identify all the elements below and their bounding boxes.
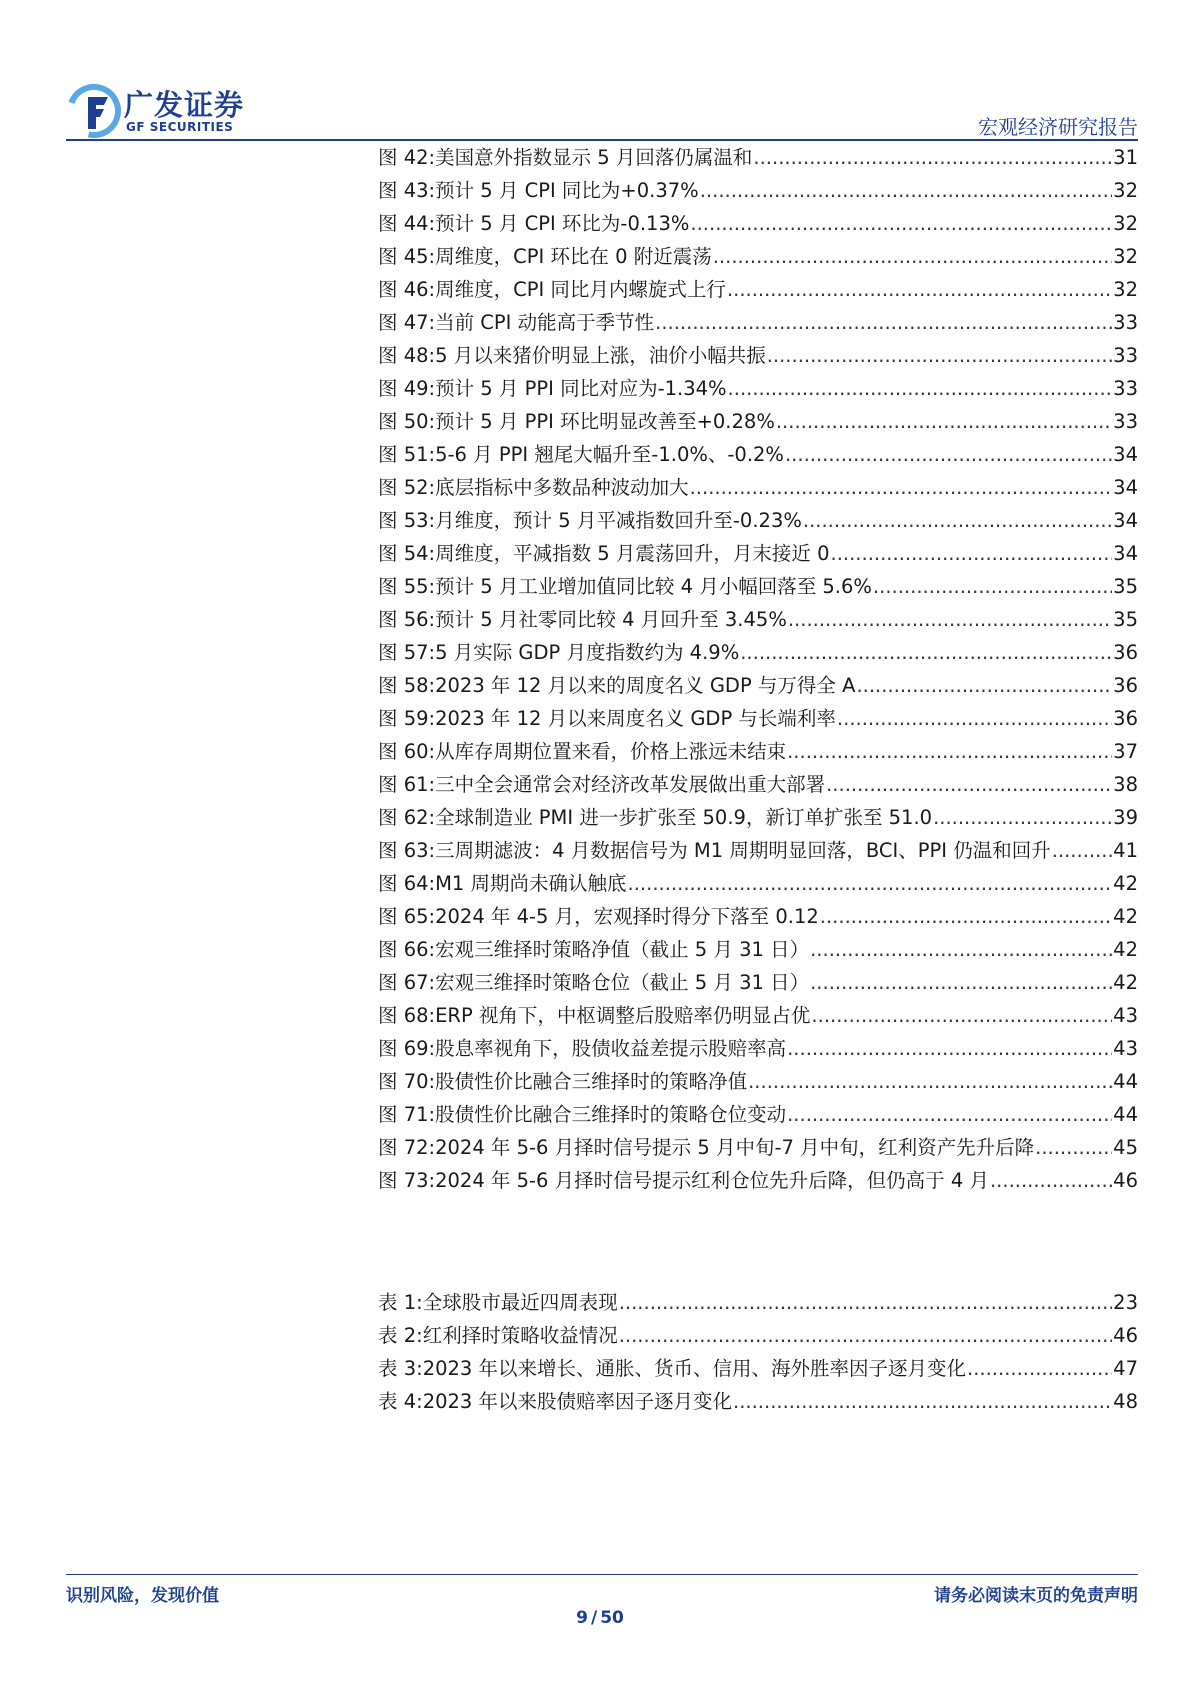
- dot-leader: [831, 537, 1113, 570]
- entry-label: 图 59:: [378, 707, 436, 730]
- entry-label: 图 68:: [378, 1004, 436, 1027]
- toc-entry[interactable]: [378, 174, 1138, 207]
- toc-entry[interactable]: [378, 1131, 1138, 1164]
- entry-title: M1 周期尚未确认触底: [435, 872, 627, 895]
- entry-label: 图 52:: [378, 476, 436, 499]
- dot-leader: [787, 735, 1112, 768]
- toc-entry[interactable]: [378, 570, 1138, 603]
- toc-entry[interactable]: [378, 702, 1138, 735]
- entry-label: 图 67:: [378, 971, 436, 994]
- entry-title: 红利择时策略收益情况: [422, 1324, 618, 1347]
- company-logo: [66, 83, 266, 139]
- entry-label: 图 64:: [378, 872, 436, 895]
- entry-label: 表 1:: [378, 1291, 423, 1314]
- entry-page-number: 47: [1113, 1357, 1138, 1380]
- entry-label: 图 62:: [378, 806, 436, 829]
- page-number: [0, 1608, 1200, 1628]
- entry-page-number: 37: [1113, 740, 1138, 763]
- entry-page-number: 32: [1113, 212, 1138, 235]
- entry-page-number: 44: [1113, 1103, 1138, 1126]
- toc-entry[interactable]: [378, 834, 1138, 867]
- total-pages: 50: [600, 1608, 624, 1628]
- entry-title: 预计 5 月社零同比较 4 月回升至 3.45%: [435, 608, 787, 631]
- dot-leader: [787, 1032, 1112, 1065]
- entry-title: 5-6 月 PPI 翘尾大幅升至-1.0%、-0.2%: [435, 443, 784, 466]
- dot-leader: [728, 372, 1113, 405]
- entry-title: ERP 视角下，中枢调整后股赔率仍明显占优: [435, 1004, 811, 1027]
- entry-page-number: 48: [1113, 1390, 1138, 1413]
- toc-entry[interactable]: [378, 867, 1138, 900]
- entry-label: 图 66:: [378, 938, 436, 961]
- entry-page-number: 46: [1113, 1169, 1138, 1192]
- entry-title: 2023 年 12 月以来的周度名义 GDP 与万得全 A: [435, 674, 856, 697]
- dot-leader: [767, 339, 1112, 372]
- dot-leader: [690, 207, 1112, 240]
- entry-label: 图 55:: [378, 575, 436, 598]
- entry-page-number: 44: [1113, 1070, 1138, 1093]
- entry-label: 图 63:: [378, 839, 436, 862]
- dot-leader: [628, 867, 1113, 900]
- entry-page-number: 43: [1113, 1037, 1138, 1060]
- dot-leader: [820, 900, 1112, 933]
- entry-page-number: 33: [1113, 311, 1138, 334]
- dot-leader: [810, 966, 1112, 999]
- dot-leader: [826, 768, 1112, 801]
- dot-leader: [1035, 1131, 1112, 1164]
- dot-leader: [748, 1065, 1112, 1098]
- entry-label: 图 56:: [378, 608, 436, 631]
- entry-label: 图 48:: [378, 344, 436, 367]
- entry-label: 图 44:: [378, 212, 436, 235]
- toc-entry[interactable]: [378, 1032, 1138, 1065]
- entry-page-number: 33: [1113, 344, 1138, 367]
- entry-title: 宏观三维择时策略净值（截止 5 月 31 日）: [435, 938, 810, 961]
- entry-title: 底层指标中多数品种波动加大: [435, 476, 689, 499]
- dot-leader: [740, 636, 1112, 669]
- entry-title: 三周期滤波：4 月数据信号为 M1 周期明显回落，BCI、PPI 仍温和回升: [435, 839, 1051, 862]
- entry-label: 图 70:: [378, 1070, 436, 1093]
- toc-entry[interactable]: [378, 636, 1138, 669]
- entry-page-number: 32: [1113, 179, 1138, 202]
- dot-leader: [619, 1286, 1112, 1319]
- toc-entry[interactable]: [378, 768, 1138, 801]
- dot-leader: [753, 141, 1112, 174]
- entry-title: 2024 年 5-6 月择时信号提示 5 月中旬-7 月中旬，红利资产先升后降: [435, 1136, 1035, 1159]
- entry-title: 股债性价比融合三维择时的策略净值: [435, 1070, 748, 1093]
- page-separator: /: [590, 1608, 598, 1628]
- entry-title: 周维度，CPI 环比在 0 附近震荡: [435, 245, 712, 268]
- entry-page-number: 23: [1113, 1291, 1138, 1314]
- dot-leader: [873, 570, 1112, 603]
- entry-title: 当前 CPI 动能高于季节性: [435, 311, 655, 334]
- dot-leader: [933, 801, 1112, 834]
- entry-page-number: 33: [1113, 410, 1138, 433]
- toc-entry[interactable]: [378, 999, 1138, 1032]
- entry-label: 表 2:: [378, 1324, 423, 1347]
- entry-title: 2023 年 12 月以来周度名义 GDP 与长端利率: [435, 707, 836, 730]
- entry-label: 图 73:: [378, 1169, 436, 1192]
- entry-label: 图 49:: [378, 377, 436, 400]
- entry-label: 表 4:: [378, 1390, 423, 1413]
- entry-page-number: 33: [1113, 377, 1138, 400]
- toc-entry[interactable]: [378, 240, 1138, 273]
- entry-label: 图 47:: [378, 311, 436, 334]
- entry-page-number: 32: [1113, 245, 1138, 268]
- entry-page-number: 42: [1113, 971, 1138, 994]
- table-index-list: [378, 1286, 1138, 1418]
- entry-label: 图 71:: [378, 1103, 436, 1126]
- dot-leader: [1052, 834, 1112, 867]
- dot-leader: [856, 669, 1112, 702]
- figure-index-list: [378, 141, 1138, 1197]
- entry-label: 图 60:: [378, 740, 436, 763]
- entry-label: 图 57:: [378, 641, 436, 664]
- dot-leader: [733, 1385, 1112, 1418]
- dot-leader: [803, 504, 1112, 537]
- dot-leader: [990, 1164, 1112, 1197]
- dot-leader: [713, 240, 1112, 273]
- entry-page-number: 45: [1113, 1136, 1138, 1159]
- entry-page-number: 35: [1113, 608, 1138, 631]
- toc-entry[interactable]: [378, 966, 1138, 999]
- toc-entry[interactable]: [378, 504, 1138, 537]
- gf-logo-mark-icon: [66, 83, 122, 139]
- entry-title: 周维度，CPI 同比月内螺旋式上行: [435, 278, 726, 301]
- toc-entry[interactable]: [378, 1319, 1138, 1352]
- entry-title: 2023 年以来股债赔率因子逐月变化: [422, 1390, 733, 1413]
- entry-title: 预计 5 月工业增加值同比较 4 月小幅回落至 5.6%: [435, 575, 872, 598]
- entry-label: 图 45:: [378, 245, 436, 268]
- toc-entry[interactable]: [378, 1065, 1138, 1098]
- toc-entry[interactable]: [378, 933, 1138, 966]
- toc-entry[interactable]: [378, 141, 1138, 174]
- entry-page-number: 36: [1113, 674, 1138, 697]
- toc-entry[interactable]: [378, 306, 1138, 339]
- current-page: 9: [576, 1608, 588, 1628]
- dot-leader: [727, 273, 1112, 306]
- entry-title: 预计 5 月 PPI 同比对应为-1.34%: [435, 377, 727, 400]
- entry-page-number: 35: [1113, 575, 1138, 598]
- toc-entry[interactable]: [378, 801, 1138, 834]
- toc-entry[interactable]: [378, 273, 1138, 306]
- entry-label: 图 65:: [378, 905, 436, 928]
- dot-leader: [655, 306, 1112, 339]
- entry-title: 2023 年以来增长、通胀、货币、信用、海外胜率因子逐月变化: [422, 1357, 967, 1380]
- toc-entry[interactable]: [378, 438, 1138, 471]
- entry-title: 美国意外指数显示 5 月回落仍属温和: [435, 146, 753, 169]
- toc-entry[interactable]: [378, 1385, 1138, 1418]
- dot-leader: [700, 174, 1112, 207]
- dot-leader: [787, 1098, 1112, 1131]
- toc-entry[interactable]: [378, 537, 1138, 570]
- dot-leader: [785, 438, 1112, 471]
- entry-page-number: 42: [1113, 938, 1138, 961]
- toc-entry[interactable]: [378, 603, 1138, 636]
- dot-leader: [788, 603, 1112, 636]
- entry-label: 图 58:: [378, 674, 436, 697]
- entry-title: 2024 年 4-5 月，宏观择时得分下落至 0.12: [435, 905, 819, 928]
- toc-entry[interactable]: [378, 207, 1138, 240]
- toc-entry[interactable]: [378, 405, 1138, 438]
- entry-page-number: 41: [1113, 839, 1138, 862]
- dot-leader: [619, 1319, 1112, 1352]
- toc-entry[interactable]: [378, 900, 1138, 933]
- entry-label: 图 42:: [378, 146, 436, 169]
- entry-page-number: 36: [1113, 707, 1138, 730]
- entry-page-number: 43: [1113, 1004, 1138, 1027]
- entry-label: 图 54:: [378, 542, 436, 565]
- logo-chinese-name: 广发证券: [124, 88, 245, 122]
- entry-title: 全球制造业 PMI 进一步扩张至 50.9，新订单扩张至 51.0: [435, 806, 933, 829]
- entry-title: 从库存周期位置来看，价格上涨远未结束: [435, 740, 787, 763]
- toc-entry[interactable]: [378, 339, 1138, 372]
- footer-disclaimer-notice: 请务必阅读末页的免责声明: [934, 1586, 1138, 1606]
- toc-entry[interactable]: [378, 669, 1138, 702]
- entry-label: 图 61:: [378, 773, 436, 796]
- entry-label: 图 53:: [378, 509, 436, 532]
- entry-label: 图 72:: [378, 1136, 436, 1159]
- toc-entry[interactable]: [378, 471, 1138, 504]
- entry-page-number: 31: [1113, 146, 1138, 169]
- toc-entry[interactable]: [378, 1286, 1138, 1319]
- footer-slogan: 识别风险，发现价值: [66, 1586, 219, 1606]
- entry-page-number: 38: [1113, 773, 1138, 796]
- entry-label: 表 3:: [378, 1357, 423, 1380]
- dot-leader: [837, 702, 1112, 735]
- entry-page-number: 34: [1113, 509, 1138, 532]
- entry-label: 图 51:: [378, 443, 436, 466]
- entry-page-number: 42: [1113, 905, 1138, 928]
- toc-entry[interactable]: [378, 372, 1138, 405]
- entry-page-number: 34: [1113, 443, 1138, 466]
- toc-entry[interactable]: [378, 1164, 1138, 1197]
- entry-page-number: 36: [1113, 641, 1138, 664]
- entry-page-number: 32: [1113, 278, 1138, 301]
- entry-page-number: 34: [1113, 476, 1138, 499]
- entry-title: 预计 5 月 PPI 环比明显改善至+0.28%: [435, 410, 775, 433]
- dot-leader: [776, 405, 1112, 438]
- entry-title: 周维度，平减指数 5 月震荡回升，月末接近 0: [435, 542, 830, 565]
- dot-leader: [690, 471, 1113, 504]
- entry-page-number: 42: [1113, 872, 1138, 895]
- entry-title: 2024 年 5-6 月择时信号提示红利仓位先升后降，但仍高于 4 月: [435, 1169, 989, 1192]
- entry-page-number: 39: [1113, 806, 1138, 829]
- dot-leader: [967, 1352, 1112, 1385]
- logo-english-name: GF SECURITIES: [126, 120, 234, 134]
- entry-title: 股息率视角下，股债收益差提示股赔率高: [435, 1037, 787, 1060]
- entry-label: 图 43:: [378, 179, 436, 202]
- entry-title: 三中全会通常会对经济改革发展做出重大部署: [435, 773, 826, 796]
- entry-title: 月维度，预计 5 月平减指数回升至-0.23%: [435, 509, 802, 532]
- page-header: [0, 0, 1200, 145]
- report-type-label: 宏观经济研究报告: [978, 115, 1138, 139]
- toc-entry[interactable]: [378, 1098, 1138, 1131]
- entry-title: 股债性价比融合三维择时的策略仓位变动: [435, 1103, 787, 1126]
- entry-title: 5 月以来猪价明显上涨，油价小幅共振: [435, 344, 766, 367]
- dot-leader: [811, 999, 1112, 1032]
- toc-entry[interactable]: [378, 1352, 1138, 1385]
- entry-title: 预计 5 月 CPI 环比为-0.13%: [435, 212, 690, 235]
- entry-label: 图 46:: [378, 278, 436, 301]
- entry-title: 宏观三维择时策略仓位（截止 5 月 31 日）: [435, 971, 810, 994]
- entry-label: 图 50:: [378, 410, 436, 433]
- dot-leader: [810, 933, 1112, 966]
- entry-title: 全球股市最近四周表现: [422, 1291, 618, 1314]
- toc-entry[interactable]: [378, 735, 1138, 768]
- entry-page-number: 46: [1113, 1324, 1138, 1347]
- entry-page-number: 34: [1113, 542, 1138, 565]
- entry-title: 5 月实际 GDP 月度指数约为 4.9%: [435, 641, 740, 664]
- footer-divider: [66, 1574, 1138, 1575]
- entry-title: 预计 5 月 CPI 同比为+0.37%: [435, 179, 699, 202]
- entry-label: 图 69:: [378, 1037, 436, 1060]
